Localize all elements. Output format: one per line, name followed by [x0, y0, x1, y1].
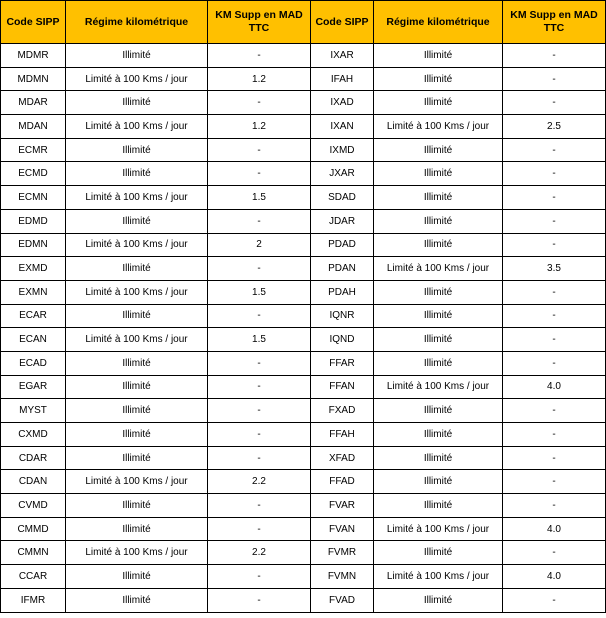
regime-cell: Limité à 100 Kms / jour [66, 233, 208, 257]
km-supp-cell: - [503, 91, 606, 115]
code-sipp-cell: EDMD [1, 209, 66, 233]
code-sipp-cell: IFMR [1, 588, 66, 612]
code-sipp-cell: MDAN [1, 115, 66, 139]
km-supp-cell: 4.0 [503, 565, 606, 589]
code-sipp-cell: PDAD [311, 233, 374, 257]
regime-cell: Illimité [374, 541, 503, 565]
table-row [1, 423, 606, 447]
header-code-sipp: Code SIPP [311, 1, 374, 44]
km-supp-cell: - [208, 304, 311, 328]
km-supp-cell: - [208, 446, 311, 470]
regime-cell: Illimité [374, 351, 503, 375]
regime-cell: Limité à 100 Kms / jour [374, 375, 503, 399]
code-sipp-cell: EGAR [1, 375, 66, 399]
regime-cell: Illimité [374, 91, 503, 115]
table-row [1, 138, 606, 162]
code-sipp-cell: EXMD [1, 257, 66, 281]
table-row [1, 399, 606, 423]
code-sipp-cell: ECMD [1, 162, 66, 186]
code-sipp-cell: JXAR [311, 162, 374, 186]
code-sipp-cell: MDAR [1, 91, 66, 115]
code-sipp-cell: PDAN [311, 257, 374, 281]
regime-cell: Limité à 100 Kms / jour [66, 328, 208, 352]
table-row [1, 328, 606, 352]
regime-cell: Illimité [374, 423, 503, 447]
regime-cell: Illimité [374, 233, 503, 257]
regime-cell: Illimité [374, 186, 503, 210]
table-row [1, 470, 606, 494]
code-sipp-cell: ECMR [1, 138, 66, 162]
code-sipp-cell: IXAN [311, 115, 374, 139]
regime-cell: Limité à 100 Kms / jour [66, 470, 208, 494]
km-supp-cell: - [503, 138, 606, 162]
km-supp-cell: - [503, 588, 606, 612]
km-supp-cell: 1.2 [208, 67, 311, 91]
table-row [1, 186, 606, 210]
km-supp-cell: - [503, 399, 606, 423]
table-row [1, 565, 606, 589]
km-supp-cell: - [208, 423, 311, 447]
code-sipp-cell: CDAR [1, 446, 66, 470]
regime-cell: Illimité [374, 328, 503, 352]
km-supp-cell: - [503, 494, 606, 518]
table-body [1, 44, 606, 613]
regime-cell: Illimité [66, 257, 208, 281]
regime-cell: Illimité [374, 280, 503, 304]
km-supp-cell: - [208, 91, 311, 115]
regime-cell: Illimité [374, 588, 503, 612]
km-supp-cell: - [503, 162, 606, 186]
km-supp-cell: - [503, 423, 606, 447]
regime-cell: Illimité [66, 209, 208, 233]
regime-cell: Illimité [66, 565, 208, 589]
km-supp-cell: - [503, 470, 606, 494]
regime-cell: Illimité [66, 351, 208, 375]
code-sipp-cell: CVMD [1, 494, 66, 518]
km-supp-cell: - [208, 517, 311, 541]
code-sipp-cell: XFAD [311, 446, 374, 470]
km-supp-cell: - [503, 351, 606, 375]
code-sipp-cell: IFAH [311, 67, 374, 91]
regime-cell: Limité à 100 Kms / jour [66, 541, 208, 565]
code-sipp-cell: IXAD [311, 91, 374, 115]
code-sipp-cell: FFAR [311, 351, 374, 375]
table-row [1, 257, 606, 281]
table-row [1, 304, 606, 328]
regime-cell: Limité à 100 Kms / jour [66, 280, 208, 304]
code-sipp-cell: FXAD [311, 399, 374, 423]
code-sipp-cell: FFAD [311, 470, 374, 494]
code-sipp-cell: ECAN [1, 328, 66, 352]
km-supp-cell: - [503, 328, 606, 352]
code-sipp-cell: FVAN [311, 517, 374, 541]
table-row [1, 162, 606, 186]
regime-cell: Illimité [66, 399, 208, 423]
km-supp-cell: - [208, 351, 311, 375]
regime-cell: Illimité [66, 517, 208, 541]
km-supp-cell: 4.0 [503, 517, 606, 541]
table-row [1, 541, 606, 565]
code-sipp-cell: IXMD [311, 138, 374, 162]
regime-cell: Limité à 100 Kms / jour [66, 67, 208, 91]
table-row [1, 446, 606, 470]
code-sipp-cell: JDAR [311, 209, 374, 233]
code-sipp-cell: ECMN [1, 186, 66, 210]
code-sipp-cell: EXMN [1, 280, 66, 304]
regime-cell: Illimité [374, 162, 503, 186]
km-supp-cell: 1.5 [208, 280, 311, 304]
regime-cell: Illimité [66, 446, 208, 470]
code-sipp-cell: CMMN [1, 541, 66, 565]
code-sipp-cell: IQND [311, 328, 374, 352]
regime-cell: Limité à 100 Kms / jour [374, 115, 503, 139]
header-regime-kilometrique: Régime kilométrique [374, 1, 503, 44]
km-supp-cell: - [503, 67, 606, 91]
code-sipp-cell: CDAN [1, 470, 66, 494]
km-supp-cell: - [503, 209, 606, 233]
km-supp-cell: - [208, 209, 311, 233]
code-sipp-cell: FVAR [311, 494, 374, 518]
km-supp-cell: 2.2 [208, 470, 311, 494]
code-sipp-cell: FFAH [311, 423, 374, 447]
header-regime-kilometrique: Régime kilométrique [66, 1, 208, 44]
km-supp-cell: 1.5 [208, 186, 311, 210]
code-sipp-cell: FVMN [311, 565, 374, 589]
code-sipp-cell: FFAN [311, 375, 374, 399]
regime-cell: Illimité [374, 44, 503, 68]
code-sipp-cell: CXMD [1, 423, 66, 447]
code-sipp-cell: PDAH [311, 280, 374, 304]
code-sipp-cell: EDMN [1, 233, 66, 257]
regime-cell: Illimité [66, 138, 208, 162]
km-supp-cell: - [503, 280, 606, 304]
table-row [1, 44, 606, 68]
table-row [1, 209, 606, 233]
code-sipp-cell: ECAR [1, 304, 66, 328]
regime-cell: Illimité [374, 446, 503, 470]
km-supp-cell: - [208, 588, 311, 612]
code-sipp-cell: CCAR [1, 565, 66, 589]
km-supp-cell: - [208, 399, 311, 423]
table-row [1, 67, 606, 91]
regime-cell: Illimité [374, 470, 503, 494]
code-sipp-cell: MDMN [1, 67, 66, 91]
code-sipp-cell: MYST [1, 399, 66, 423]
header-km-supp: KM Supp en MAD TTC [208, 1, 311, 44]
km-supp-cell: 1.5 [208, 328, 311, 352]
regime-cell: Limité à 100 Kms / jour [374, 257, 503, 281]
table-row [1, 233, 606, 257]
km-supp-cell: - [503, 186, 606, 210]
km-supp-cell: - [208, 162, 311, 186]
km-supp-cell: - [208, 375, 311, 399]
code-sipp-cell: IQNR [311, 304, 374, 328]
code-sipp-cell: SDAD [311, 186, 374, 210]
code-sipp-cell: ECAD [1, 351, 66, 375]
code-sipp-cell: IXAR [311, 44, 374, 68]
regime-cell: Illimité [66, 375, 208, 399]
km-supp-cell: 3.5 [503, 257, 606, 281]
header-code-sipp: Code SIPP [1, 1, 66, 44]
table-row [1, 588, 606, 612]
regime-cell: Limité à 100 Kms / jour [374, 517, 503, 541]
table-row [1, 115, 606, 139]
km-supp-cell: - [208, 138, 311, 162]
regime-cell: Illimité [374, 399, 503, 423]
km-supp-cell: - [208, 494, 311, 518]
regime-cell: Limité à 100 Kms / jour [374, 565, 503, 589]
regime-cell: Illimité [374, 67, 503, 91]
km-supp-cell: 2.2 [208, 541, 311, 565]
code-sipp-cell: CMMD [1, 517, 66, 541]
km-supp-cell: - [208, 565, 311, 589]
km-supp-cell: - [208, 257, 311, 281]
table-header-row [1, 1, 606, 44]
table-row [1, 91, 606, 115]
regime-cell: Illimité [374, 304, 503, 328]
regime-cell: Illimité [66, 162, 208, 186]
km-supp-cell: - [503, 541, 606, 565]
regime-cell: Illimité [66, 44, 208, 68]
table-row [1, 351, 606, 375]
km-supp-cell: - [208, 44, 311, 68]
km-supp-cell: 2 [208, 233, 311, 257]
regime-cell: Illimité [374, 209, 503, 233]
km-supp-cell: - [503, 446, 606, 470]
km-supp-cell: 1.2 [208, 115, 311, 139]
table-row [1, 280, 606, 304]
km-supp-cell: - [503, 44, 606, 68]
km-supp-cell: 4.0 [503, 375, 606, 399]
regime-cell: Illimité [66, 423, 208, 447]
code-sipp-cell: MDMR [1, 44, 66, 68]
regime-cell: Illimité [66, 91, 208, 115]
regime-cell: Limité à 100 Kms / jour [66, 115, 208, 139]
table-row [1, 517, 606, 541]
table-row [1, 375, 606, 399]
km-supp-cell: 2.5 [503, 115, 606, 139]
code-sipp-cell: FVAD [311, 588, 374, 612]
regime-cell: Illimité [66, 494, 208, 518]
km-supp-cell: - [503, 304, 606, 328]
table-row [1, 494, 606, 518]
regime-cell: Illimité [374, 494, 503, 518]
regime-cell: Illimité [66, 304, 208, 328]
code-sipp-cell: FVMR [311, 541, 374, 565]
regime-cell: Illimité [66, 588, 208, 612]
regime-cell: Illimité [374, 138, 503, 162]
regime-cell: Limité à 100 Kms / jour [66, 186, 208, 210]
km-supp-cell: - [503, 233, 606, 257]
header-km-supp: KM Supp en MAD TTC [503, 1, 606, 44]
